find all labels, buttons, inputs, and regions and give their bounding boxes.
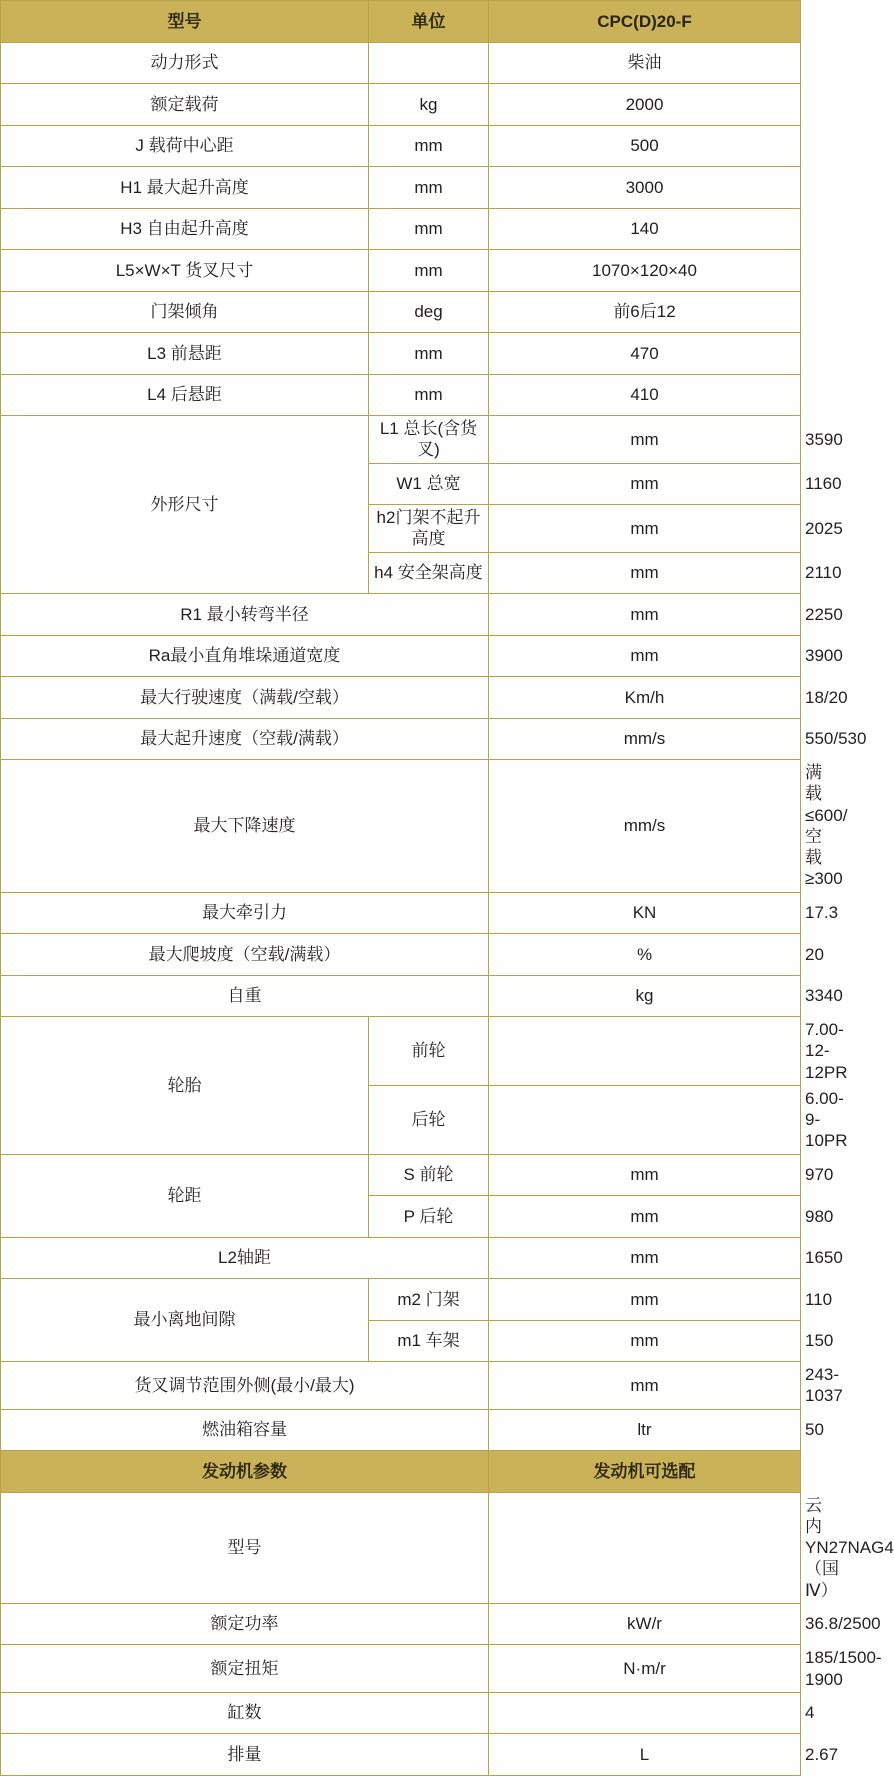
- row-value: 410: [489, 374, 801, 416]
- table-row: 轮胎 前轮 7.00-12-12PR: [1, 1017, 801, 1086]
- row-value: 前6后12: [489, 291, 801, 333]
- row-value: 1070×120×40: [489, 250, 801, 292]
- row-value: 2000: [489, 84, 801, 126]
- row-name: 动力形式: [1, 42, 369, 84]
- row-name: P 后轮: [369, 1196, 489, 1238]
- table-row: L2轴距 mm 1650: [1, 1237, 801, 1279]
- row-name: L1 总长(含货叉): [369, 416, 489, 464]
- row-name: 前轮: [369, 1017, 489, 1086]
- row-name: 最大起升速度（空载/满载）: [1, 718, 489, 760]
- table-row: 型号 云内YN27NAG4（国Ⅳ）: [1, 1492, 801, 1603]
- table-row: 最大爬坡度（空载/满载） % 20: [1, 934, 801, 976]
- row-unit: mm: [489, 1196, 801, 1238]
- row-unit: mm: [489, 505, 801, 553]
- table-row: [1, 374, 801, 416]
- row-name: 额定载荷: [1, 84, 369, 126]
- row-unit: mm: [489, 1362, 801, 1410]
- row-unit: mm: [489, 594, 801, 636]
- row-unit: ltr: [489, 1409, 801, 1451]
- row-value: 470: [489, 333, 801, 375]
- row-name: 最大爬坡度（空载/满载）: [1, 934, 489, 976]
- row-unit: mm: [489, 416, 801, 464]
- table-row: 货叉调节范围外侧(最小/最大) mm 243-1037: [1, 1362, 801, 1410]
- row-unit: [489, 1085, 801, 1154]
- row-name: 缸数: [1, 1692, 489, 1734]
- table-row: 最大行驶速度（满载/空载） Km/h 18/20: [1, 677, 801, 719]
- row-name: 型号: [1, 1492, 489, 1603]
- table-row: P 后轮 mm 980: [1, 1196, 801, 1238]
- row-name: 额定扭矩: [1, 1645, 489, 1693]
- table-row: 额定扭矩 N·m/r 185/1500-1900: [1, 1645, 801, 1693]
- table-row: [1, 291, 801, 333]
- row-unit: mm: [369, 167, 489, 209]
- row-unit: mm: [489, 635, 801, 677]
- table-row: 缸数 4: [1, 1692, 801, 1734]
- table-row: 最小离地间隙 m2 门架 mm 110: [1, 1279, 801, 1321]
- row-unit: mm: [489, 552, 801, 594]
- row-name: 排量: [1, 1734, 489, 1776]
- row-unit: Km/h: [489, 677, 801, 719]
- row-unit: [489, 1017, 801, 1086]
- table-row: 后轮 6.00-9-10PR: [1, 1085, 801, 1154]
- row-unit: kW/r: [489, 1603, 801, 1645]
- table-row: 排量 L 2.67: [1, 1734, 801, 1776]
- table-row: 最大起升速度（空载/满载） mm/s 550/530: [1, 718, 801, 760]
- table-row: W1 总宽 mm 1160: [1, 463, 801, 505]
- row-unit: %: [489, 934, 801, 976]
- row-unit: mm: [369, 374, 489, 416]
- row-name: 货叉调节范围外侧(最小/最大): [1, 1362, 489, 1410]
- row-unit: N·m/r: [489, 1645, 801, 1693]
- table-row: R1 最小转弯半径 mm 2250: [1, 594, 801, 636]
- table-row: [1, 250, 801, 292]
- table-row: [1, 42, 801, 84]
- row-value: 3000: [489, 167, 801, 209]
- row-name: 最大行驶速度（满载/空载）: [1, 677, 489, 719]
- table-header-row: [1, 1, 801, 43]
- engine-header-row: [1, 1451, 801, 1493]
- table-row: [1, 208, 801, 250]
- row-name: Ra最小直角堆垛通道宽度: [1, 635, 489, 677]
- row-unit: kg: [489, 975, 801, 1017]
- row-unit: mm: [489, 1237, 801, 1279]
- row-name: R1 最小转弯半径: [1, 594, 489, 636]
- row-unit: deg: [369, 291, 489, 333]
- group-label-ground-clearance: 最小离地间隙: [1, 1279, 369, 1362]
- table-row: 最大下降速度 mm/s 满载≤600/空载≥300: [1, 760, 801, 893]
- row-name: h4 安全架高度: [369, 552, 489, 594]
- row-name: m1 车架: [369, 1320, 489, 1362]
- row-name: L2轴距: [1, 1237, 489, 1279]
- row-unit: mm: [369, 333, 489, 375]
- row-unit: mm: [369, 125, 489, 167]
- table-row: [1, 125, 801, 167]
- header-unit: 单位: [369, 1, 489, 43]
- row-name: 门架倾角: [1, 291, 369, 333]
- table-row: 燃油箱容量 ltr 50: [1, 1409, 801, 1451]
- table-row: [1, 84, 801, 126]
- row-unit: mm/s: [489, 718, 801, 760]
- table-row: 额定功率 kW/r 36.8/2500: [1, 1603, 801, 1645]
- row-unit: mm: [489, 1320, 801, 1362]
- row-name: 额定功率: [1, 1603, 489, 1645]
- row-unit: [489, 1492, 801, 1603]
- row-unit: mm: [369, 208, 489, 250]
- table-row: 最大牵引力 KN 17.3: [1, 892, 801, 934]
- row-name: 燃油箱容量: [1, 1409, 489, 1451]
- table-row: [1, 167, 801, 209]
- row-unit: mm: [489, 1154, 801, 1196]
- row-value: 柴油: [489, 42, 801, 84]
- row-name: 最大牵引力: [1, 892, 489, 934]
- row-name: 最大下降速度: [1, 760, 489, 893]
- row-name: 后轮: [369, 1085, 489, 1154]
- table-row: h4 安全架高度 mm 2110: [1, 552, 801, 594]
- row-name: L4 后悬距: [1, 374, 369, 416]
- row-name: J 载荷中心距: [1, 125, 369, 167]
- row-name: H3 自由起升高度: [1, 208, 369, 250]
- row-name: 自重: [1, 975, 489, 1017]
- row-name: h2门架不起升高度: [369, 505, 489, 553]
- header-model: 型号: [1, 1, 369, 43]
- row-name: H1 最大起升高度: [1, 167, 369, 209]
- table-row: h2门架不起升高度 mm 2025: [1, 505, 801, 553]
- table-row: Ra最小直角堆垛通道宽度 mm 3900: [1, 635, 801, 677]
- row-unit: L: [489, 1734, 801, 1776]
- table-row: [1, 333, 801, 375]
- group-label-dimensions: 外形尺寸: [1, 416, 369, 594]
- row-value: 500: [489, 125, 801, 167]
- row-name: S 前轮: [369, 1154, 489, 1196]
- table-row: 外形尺寸 L1 总长(含货叉) mm 3590: [1, 416, 801, 464]
- group-label-track: 轮距: [1, 1154, 369, 1237]
- row-name: L5×W×T 货叉尺寸: [1, 250, 369, 292]
- row-unit: [369, 42, 489, 84]
- row-unit: kg: [369, 84, 489, 126]
- row-unit: mm: [369, 250, 489, 292]
- group-label-tires: 轮胎: [1, 1017, 369, 1155]
- row-name: W1 总宽: [369, 463, 489, 505]
- header-value: CPC(D)20-F: [489, 1, 801, 43]
- engine-header-option: 发动机可选配: [489, 1451, 801, 1493]
- row-unit: [489, 1692, 801, 1734]
- row-value: 140: [489, 208, 801, 250]
- row-name: L3 前悬距: [1, 333, 369, 375]
- table-row: 轮距 S 前轮 mm 970: [1, 1154, 801, 1196]
- row-unit: mm: [489, 1279, 801, 1321]
- engine-header-title: 发动机参数: [1, 1451, 489, 1493]
- row-unit: KN: [489, 892, 801, 934]
- table-row: 自重 kg 3340: [1, 975, 801, 1017]
- row-unit: mm: [489, 463, 801, 505]
- row-unit: mm/s: [489, 760, 801, 893]
- row-name: m2 门架: [369, 1279, 489, 1321]
- table-row: m1 车架 mm 150: [1, 1320, 801, 1362]
